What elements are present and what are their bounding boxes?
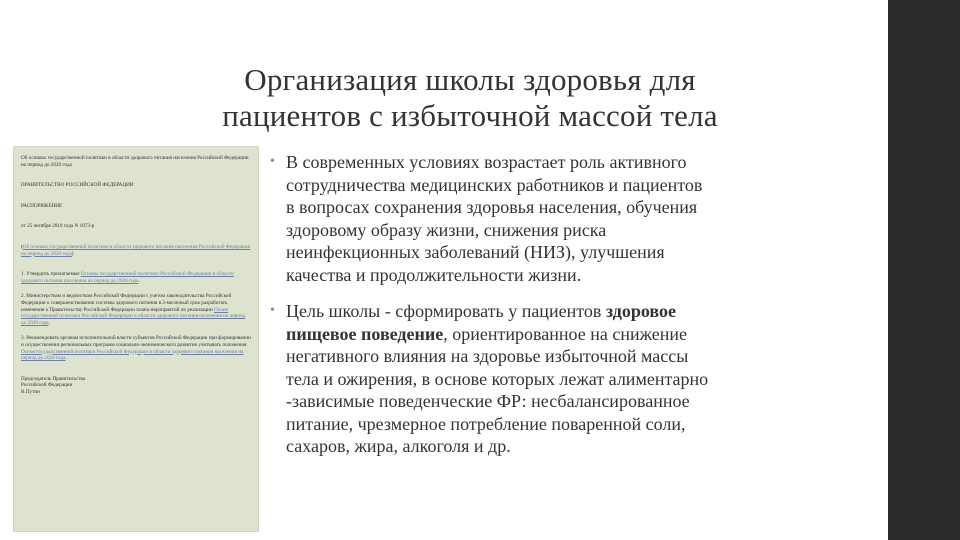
doc-ref-link: Об основах государственной политики в области здорового питания населения Российской Федерации на период до 2020 года bbox=[21, 243, 251, 257]
bullet-marker: • bbox=[270, 154, 275, 169]
bullet-item-1 bbox=[270, 151, 870, 286]
doc-item-2-end: . bbox=[48, 319, 50, 326]
bullet-list bbox=[270, 151, 870, 472]
doc-item-3-end: . bbox=[65, 355, 67, 362]
bullet-2-line: питание, чрезмерное потребление поваренной соли, bbox=[286, 413, 686, 434]
doc-item-1 bbox=[21, 271, 251, 284]
doc-signature-title: Председатель Правительства bbox=[21, 375, 86, 382]
doc-item-3-text: 3. Рекомендовать органам исполнительной власти субъектов Российской Федерации при формировании и осуществлении региональных программ социально-экономического развития учитывать положения bbox=[21, 335, 251, 348]
bullet-2-line bbox=[286, 300, 870, 323]
bullet-item-2-text bbox=[286, 300, 870, 458]
bullet-1-line: неинфекционных заболеваний (НИЗ), улучшения bbox=[286, 242, 665, 262]
bullet-item-1-text bbox=[286, 151, 870, 286]
doc-item-2-text: 2. Министерствам и ведомствам Российской Федерации с учетом законодательства Российской Федерации о совершенствовании системы здорового питания в 3-месячный срок разработать изменения к Правительству Российской Федерации плана мероприятий по реализации bbox=[21, 293, 232, 313]
bullet-marker: • bbox=[270, 303, 275, 318]
doc-type: РАСПОРЯЖЕНИЕ bbox=[21, 202, 63, 209]
slide-side-bar bbox=[888, 0, 960, 540]
doc-item-1-end: . bbox=[138, 277, 140, 284]
slide-title-line-1: Организация школы здоровья для bbox=[244, 62, 696, 97]
bullet-1-line: сотрудничества медицинских работников и пациентов bbox=[286, 174, 703, 195]
document-image bbox=[13, 146, 259, 532]
bullet-item-2 bbox=[270, 300, 870, 458]
doc-ref bbox=[21, 244, 251, 257]
bullet-2-line: сахаров, жира, алкоголя и др. bbox=[286, 436, 511, 456]
slide-title-line-2: пациентов с избыточной массой тела bbox=[222, 98, 718, 133]
doc-signature-country: Российской Федерации bbox=[21, 382, 73, 389]
doc-date-number: от 25 октября 2010 года N 1873-р bbox=[21, 223, 95, 230]
doc-item-1-link: Основы государственной политики Российской Федерации в области здорового питания населения на период до 2020 года bbox=[21, 271, 234, 284]
bullet-2-text: Цель школы - сформировать у пациентов bbox=[286, 301, 606, 321]
doc-signature bbox=[21, 376, 251, 396]
bullet-1-line: здоровому образу жизни, снижения риска bbox=[286, 219, 607, 240]
doc-item-3 bbox=[21, 335, 251, 361]
doc-header: Об основах государственной политики в области здорового питания населения Российской Федерации на период до 2020 года bbox=[21, 155, 249, 168]
slide-title bbox=[150, 62, 790, 134]
doc-item-2-link: Основ государственной политики Российской Федерации в области здорового питания населения на период до 2020 года bbox=[21, 306, 246, 326]
bullet-1-line: В современных условиях возрастает роль активного bbox=[286, 152, 687, 172]
bullet-2-line bbox=[286, 323, 870, 346]
doc-ref-close: ) bbox=[71, 250, 74, 257]
doc-signature-name: В.Путин bbox=[21, 388, 40, 395]
doc-item-3-link: Основ государственной политики Российской Федерации в области здорового питания населения на период до 2020 года bbox=[21, 348, 244, 362]
doc-ref-open: ( bbox=[21, 243, 23, 250]
doc-org: ПРАВИТЕЛЬСТВО РОССИЙСКОЙ ФЕДЕРАЦИИ bbox=[21, 182, 134, 189]
bullet-2-emphasis: здоровое bbox=[605, 301, 676, 321]
bullet-2-line: негативного влияния на здоровье избыточной массы bbox=[286, 346, 689, 366]
bullet-2-emphasis: пищевое поведение bbox=[286, 323, 444, 344]
bullet-2-text: , ориентированное на снижение bbox=[443, 323, 688, 344]
bullet-1-line: в вопросах сохранения здоровья населения, обучения bbox=[286, 197, 698, 217]
bullet-1-line: качества и продолжительности жизни. bbox=[286, 264, 582, 285]
bullet-2-line: тела и ожирения, в основе которых лежат алиментарно bbox=[286, 368, 709, 389]
bullet-2-line: -зависимые поведенческие ФР: несбалансированное bbox=[286, 391, 690, 411]
doc-item-2 bbox=[21, 293, 251, 326]
doc-item-1-text: 1. Утвердить прилагаемые bbox=[21, 271, 81, 278]
